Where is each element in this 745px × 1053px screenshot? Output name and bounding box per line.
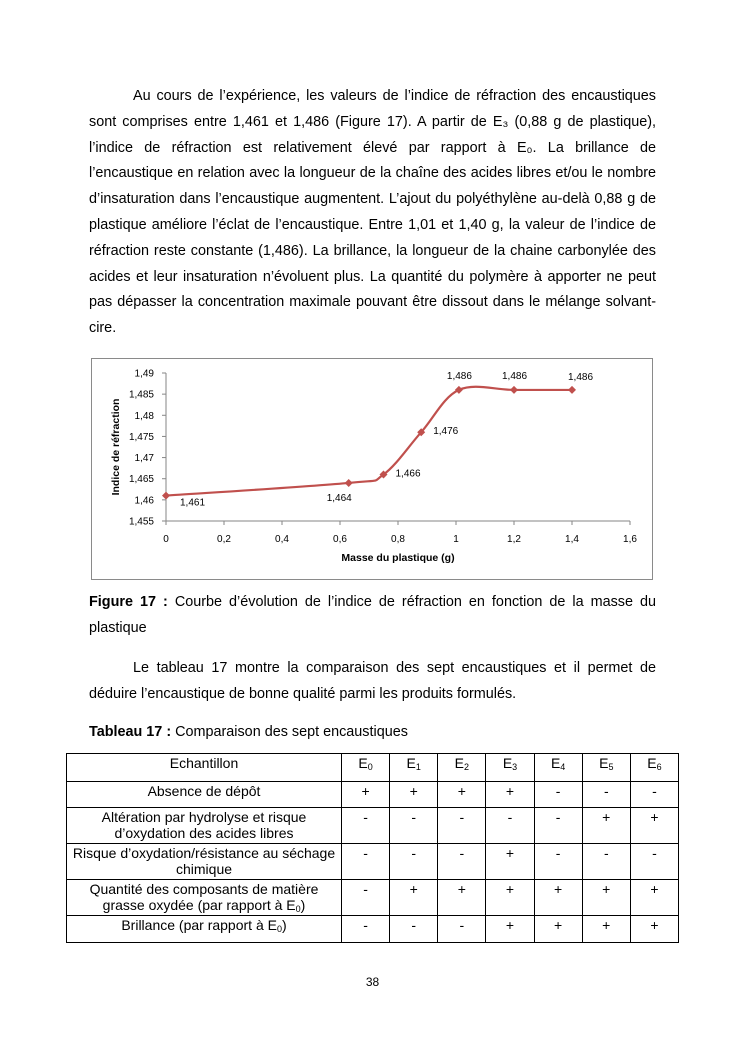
x-tick-label: 0,2: [217, 534, 231, 545]
table-caption-label: Tableau 17 :: [89, 724, 172, 740]
table-cell: -: [342, 916, 390, 943]
table-cell: -: [438, 808, 486, 844]
col-header-e6: $E_6$: [630, 754, 678, 782]
comparison-table: [66, 753, 679, 943]
row-label: Absence de dépôt: [67, 782, 342, 808]
paragraph-table-intro: Le tableau 17 montre la comparaison des sept encaustiques et il permet de déduire l’encaustique de bonne qualité parmi les produits formulés.: [89, 660, 656, 702]
data-point-marker: [345, 479, 353, 487]
table-row: [67, 844, 679, 880]
table-cell: -: [582, 844, 630, 880]
data-label: 1,486: [446, 370, 472, 382]
table-header-label: Echantillon: [67, 754, 342, 782]
table-cell: +: [390, 782, 438, 808]
data-label: 1,461: [180, 497, 206, 509]
y-tick-label: 1,465: [128, 474, 154, 486]
y-tick-label: 1,46: [134, 495, 154, 507]
x-tick-label: 0: [163, 534, 169, 545]
row-label: Brillance (par rapport à $E_0$): [67, 916, 342, 943]
x-tick-label: 1,6: [623, 534, 637, 545]
table-cell: +: [630, 880, 678, 916]
page-number: 38: [365, 975, 380, 989]
table-cell: -: [438, 844, 486, 880]
table-cell: +: [630, 808, 678, 844]
data-label: 1,486: [568, 371, 594, 383]
data-point-marker: [162, 492, 170, 500]
table-cell: +: [582, 808, 630, 844]
data-label: 1,466: [395, 468, 421, 480]
table-cell: -: [390, 844, 438, 880]
col-header-e3: $E_3$: [486, 754, 534, 782]
series-line: [166, 387, 572, 496]
data-label: 1,476: [433, 426, 459, 438]
table-row: [67, 916, 679, 943]
table-cell: +: [438, 880, 486, 916]
x-tick-label: 1,2: [507, 534, 521, 545]
x-tick-label: 1,4: [565, 534, 579, 545]
y-tick-label: 1,48: [134, 410, 154, 422]
col-header-e5: $E_5$: [582, 754, 630, 782]
table-cell: +: [486, 844, 534, 880]
y-tick-label: 1,475: [128, 431, 154, 443]
table-cell: -: [438, 916, 486, 943]
y-tick-label: 1,485: [128, 389, 154, 401]
table-row: [67, 880, 679, 916]
col-header-e2: $E_2$: [438, 754, 486, 782]
table-cell: -: [342, 880, 390, 916]
row-label: Quantité des composants de matière grasse oxydée (par rapport à $E_0$): [67, 880, 342, 916]
table-cell: -: [534, 808, 582, 844]
table-cell: -: [342, 808, 390, 844]
table-cell: -: [630, 782, 678, 808]
x-axis-title: Masse du plastique (g): [341, 552, 455, 564]
table-cell: +: [582, 916, 630, 943]
col-header-e4: $E_4$: [534, 754, 582, 782]
x-tick-label: 1: [453, 534, 459, 545]
table-caption: [89, 720, 656, 746]
data-label: 1,486: [502, 370, 528, 382]
data-point-marker: [455, 386, 463, 394]
figure-17-chart: [91, 358, 653, 580]
table-cell: -: [390, 808, 438, 844]
figure-caption-text: Courbe d’évolution de l’indice de réfraction en fonction de la masse du plastique: [89, 594, 656, 636]
data-point-marker: [568, 386, 576, 394]
figure-caption: [89, 590, 656, 642]
table-cell: +: [630, 916, 678, 943]
refraction-line-chart: [92, 359, 652, 579]
x-tick-label: 0,6: [333, 534, 347, 545]
table-caption-text: Comparaison des sept encaustiques: [171, 724, 408, 740]
data-label: 1,464: [326, 492, 352, 504]
table-cell: +: [534, 880, 582, 916]
y-tick-label: 1,455: [128, 516, 154, 528]
col-header-e0: $E_0$: [342, 754, 390, 782]
y-tick-label: 1,47: [134, 453, 154, 465]
figure-caption-label: Figure 17 :: [89, 594, 168, 610]
table-cell: -: [342, 844, 390, 880]
table-cell: +: [486, 916, 534, 943]
paragraph-refraction-discussion: Au cours de l’expérience, les valeurs de l’indice de réfraction des encaustiques sont comprises entre 1,461 et 1,486 (Figure 17). A partir de E₃ (0,88 g de plastique), l’indice de réfraction est relativement élevé par rapport à E₀. La brillance de l’encaustique en relation avec la longueur de la chaîne des acides libres et/ou le nombre d’insaturation dans l’encaustique augmentent. L’ajout du polyéthylène au-delà 0,88 g de plastique améliore l’éclat de l’encaustique. Entre 1,01 et 1,40 g, la valeur de l’indice de réfraction reste constante (1,486). La brillance, la longueur de la chaine carbonylée des acides et leur insaturation n’évoluent plus. La quantité du polymère à apporter ne peut pas dépasser la concentration maximale pouvant être dissout dans le mélange solvant-cire.: [89, 88, 656, 337]
table-row: [67, 782, 679, 808]
table-cell: +: [582, 880, 630, 916]
table-cell: +: [534, 916, 582, 943]
y-tick-label: 1,49: [134, 368, 154, 380]
x-tick-label: 0,8: [391, 534, 405, 545]
table-cell: -: [534, 782, 582, 808]
table-cell: -: [390, 916, 438, 943]
table-cell: +: [486, 782, 534, 808]
table-row: [67, 808, 679, 844]
row-label: Altération par hydrolyse et risque d’oxydation des acides libres: [67, 808, 342, 844]
table-cell: +: [438, 782, 486, 808]
table-cell: -: [534, 844, 582, 880]
table-header-row: [67, 754, 679, 782]
table-cell: +: [342, 782, 390, 808]
table-cell: +: [486, 880, 534, 916]
data-point-marker: [510, 386, 518, 394]
table-cell: -: [582, 782, 630, 808]
table-cell: +: [390, 880, 438, 916]
table-cell: -: [630, 844, 678, 880]
row-label: Risque d’oxydation/résistance au séchage chimique: [67, 844, 342, 880]
y-axis-title: Indice de réfraction: [110, 398, 122, 496]
table-cell: -: [486, 808, 534, 844]
x-tick-label: 0,4: [275, 534, 289, 545]
col-header-e1: $E_1$: [390, 754, 438, 782]
